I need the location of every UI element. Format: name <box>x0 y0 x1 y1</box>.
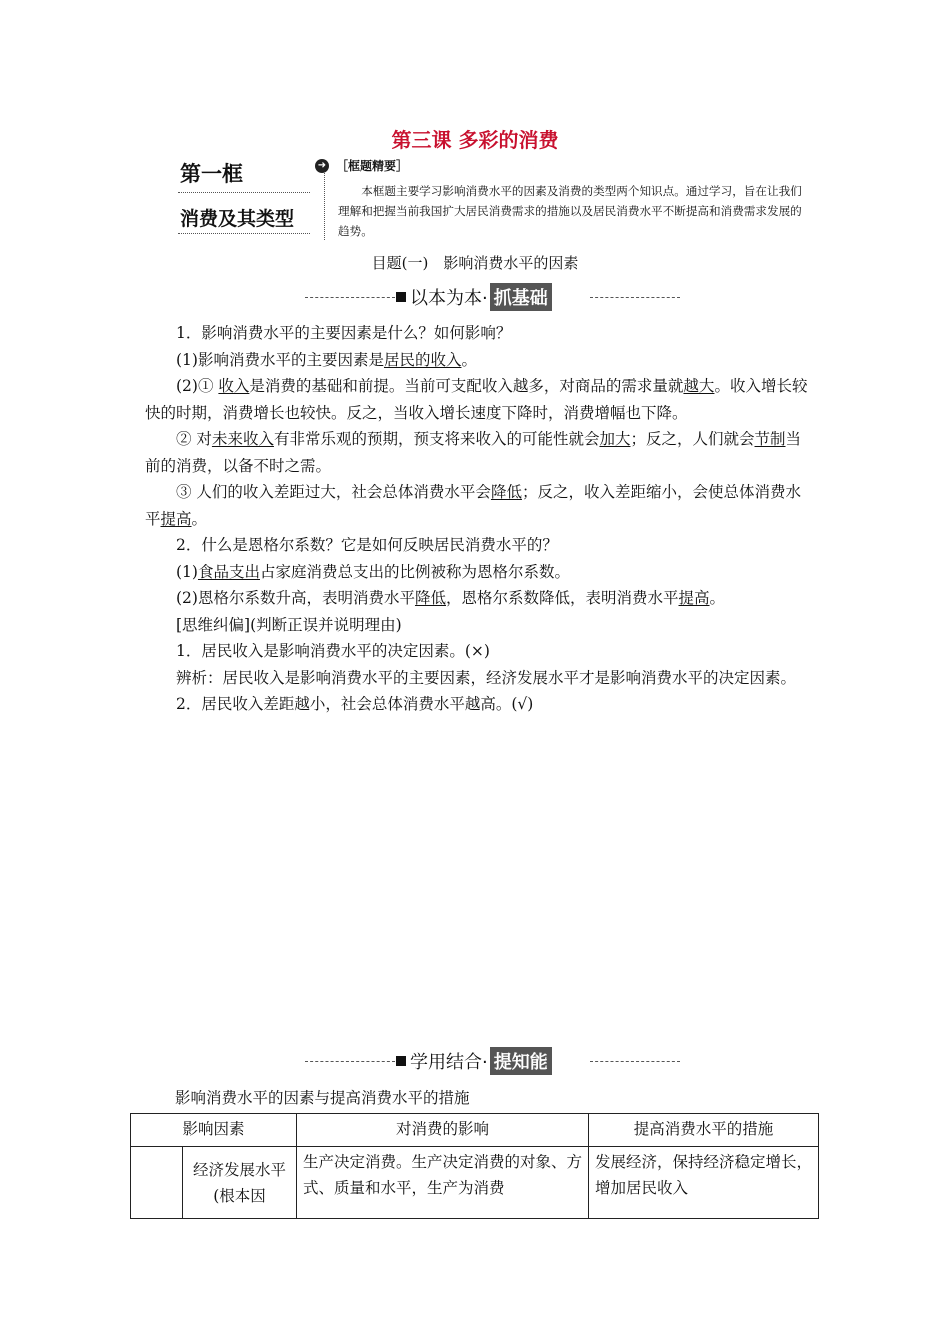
table-header-cell: 提高消费水平的措施 <box>589 1114 819 1147</box>
section-banner-application <box>300 1047 680 1075</box>
banner-text: 学用结合· <box>410 1052 488 1073</box>
question-1: 1．影响消费水平的主要因素是什么？如何影响？ <box>176 324 512 342</box>
correction-heading: [思维纠偏](判断正误并说明理由) <box>176 615 402 634</box>
answer-1-3: ② 对未来收入有非常乐观的预期，预支将来收入的可能性就会加大；反之，人们就会节制当前的消费，以备不时之需。 <box>145 430 802 475</box>
dashed-line <box>590 297 680 298</box>
factors-table <box>130 1113 819 1219</box>
table-row <box>131 1147 819 1219</box>
table-cell <box>131 1147 183 1219</box>
table-header-row <box>131 1114 819 1147</box>
answer-2-2: (2)恩格尔系数升高，表明消费水平降低，恩格尔系数降低，表明消费水平提高。 <box>176 589 726 607</box>
dashed-line <box>305 297 395 298</box>
divider <box>178 192 310 193</box>
answer-2-1: (1)食品支出占家庭消费总支出的比例被称为恩格尔系数。 <box>176 562 570 581</box>
square-icon <box>396 292 406 302</box>
divider <box>178 233 310 234</box>
square-icon <box>396 1056 406 1066</box>
question-2: 2．什么是恩格尔系数？它是如何反映居民消费水平的？ <box>176 536 558 554</box>
banner-box: 提知能 <box>490 1047 552 1075</box>
main-content <box>145 320 810 718</box>
banner-box: 抓基础 <box>490 283 552 311</box>
frame-number: 第一框 <box>180 162 243 186</box>
banner-text: 以本为本· <box>410 288 488 309</box>
correction-item-2: 2．居民收入差距越小，社会总体消费水平越高。(√) <box>176 695 534 713</box>
lesson-title: 第三课 多彩的消费 <box>391 128 559 152</box>
table-header-cell: 影响因素 <box>131 1114 297 1147</box>
table-cell-measure: 发展经济，保持经济稳定增长，增加居民收入 <box>589 1147 819 1219</box>
arrow-circle-icon: ➜ <box>315 159 329 173</box>
answer-1-4: ③ 人们的收入差距过大，社会总体消费水平会降低；反之，收入差距缩小，会使总体消费水平提高。 <box>145 483 801 528</box>
frame-name: 消费及其类型 <box>180 208 295 230</box>
correction-analysis: 辨析：居民收入是影响消费水平的主要因素，经济发展水平才是影响消费水平的决定因素。 <box>176 668 797 687</box>
dashed-line <box>590 1061 680 1062</box>
dashed-line <box>305 1061 395 1062</box>
correction-item-1: 1．居民收入是影响消费水平的决定因素。(×) <box>176 642 490 660</box>
answer-1-2: (2)① 收入是消费的基础和前提。当前可支配收入越多，对商品的需求量就越大。收入增长较快的时期，消费增长也较快。反之，当收入增长速度下降时，消费增幅也下降。 <box>145 377 808 422</box>
summary-text: 本框题主要学习影响消费水平的因素及消费的类型两个知识点。通过学习，旨在让我们理解和把握当前我国扩大居民消费需求的措施以及居民消费水平不断提高和消费需求发展的趋势。 <box>338 184 802 238</box>
table-header-cell: 对消费的影响 <box>297 1114 589 1147</box>
answer-1-1: (1)影响消费水平的主要因素是居民的收入。 <box>176 350 477 369</box>
table-cell-factor: 经济发展水平(根本因 <box>183 1147 297 1219</box>
table-intro: 影响消费水平的因素与提高消费水平的措施 <box>175 1089 470 1107</box>
section-banner-basics <box>300 283 680 311</box>
summary-heading: ［框题精要］ <box>336 159 409 173</box>
goal-title: 目题(一) 影响消费水平的因素 <box>371 254 579 272</box>
table-cell-effect: 生产决定消费。生产决定消费的对象、方式、质量和水平，生产为消费 <box>297 1147 589 1219</box>
